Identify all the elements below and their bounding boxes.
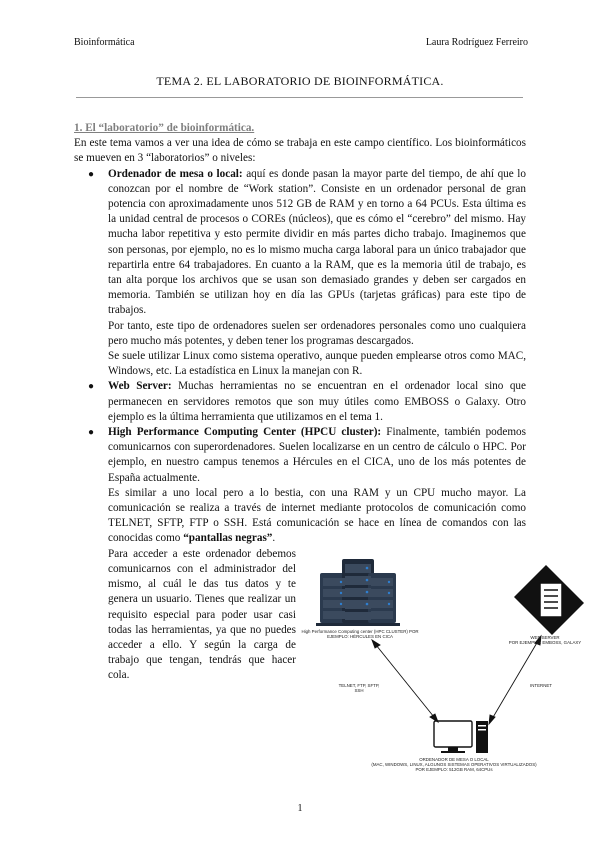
bullet-icon: ● [88, 427, 95, 439]
list-item-webserver [88, 379, 526, 425]
web-caption-2: POR EJEMPLO: EMBOSS, GALAXY [508, 640, 582, 645]
webserver-text-1: Muchas herramientas no se encuentran en el ordenador local sino que permanecen en servidores remotos que son muy útiles como EMBOSS o Galaxy. Otro ejemplo es la última herramienta que utilizamos en el tema 1. [108, 380, 526, 423]
bullet-icon: ● [88, 168, 95, 180]
local-caption-3: POR EJEMPLO: 512GB RAM, 64CPUs [415, 767, 493, 772]
lab-diagram [294, 553, 590, 779]
hpc-caption: High Performance Computing center (HPC CLUSTER) POR EJEMPLO: HÉRCULES EN CICA [301, 629, 419, 639]
hpc-term: High Performance Computing Center (HPCU cluster): [108, 426, 382, 439]
local-caption-1: ORDENADOR DE MESA O LOCAL [419, 757, 489, 762]
local-p1 [108, 167, 526, 319]
hpc-p2 [108, 486, 526, 547]
hpc-text-2-end: . [272, 532, 276, 545]
hpc-p1 [108, 425, 526, 486]
header-left: Bioinformática [74, 37, 135, 48]
hpc-servers-icon [316, 559, 400, 626]
hpc-text-2-bold: “pantallas negras” [183, 532, 273, 545]
section-heading: 1. El “laboratorio” de bioinformática. [74, 122, 255, 134]
local-text-1: aquí es donde pasan la mayor parte del tiempo, de ahí que lo conozcan por el nombre de “Work station”. Consiste en un ordenador personal de gran potencia con aproximadamente unos 512 GB de RAM y en torno a 64 PCUs. Esta última es la unidad central de procesos o COREs (núcleos), que es cómo el “cerebro” del mismo. Hay mucha labor repetitiva y esto permite dividir en más partes dicho trabajo. Imaginemos que son personas, por ejemplo, no es lo mismo mucha carga laboral para un único trabajador que repartirla entre 64 trabajadores. En cuanto a la RAM, que es la memoria útil de trabajo, es tan alta porque los archivos que se usan son demasiado grandes y deben ser cargados en memoria. También se utilizan hoy en día las GPUs (tarjetas gráficas) para este tipo de trabajos. [108, 167, 526, 317]
title-divider [76, 97, 523, 98]
hpc-p3: Para acceder a este ordenador debemos comunicarnos con el administrador del mismo, al cuál le das tus datos y te genera un usuario. Tienes que realizar un requisito especial para poder usar casi todas las herramientas, ya que no puedes acceder a ello. Y según la carga de trabajo que tengan, tendrás que hacer cola. [108, 547, 296, 682]
connection-arrows [372, 636, 541, 724]
hpc-text-1: Finalmente, también podemos comunicarnos con superordenadores. Suelen localizarse en un centro de cálculo o HPC. Por ejemplo, en nuestro campus tenemos a Hércules en el CICA, uno de los más potentes de España actualmente. [108, 426, 526, 484]
webserver-p1 [108, 379, 526, 425]
intro-paragraph: En este tema vamos a ver una idea de cómo se trabaja en este campo científico. Los bioinformáticos se mueven en 3 “laboratorios” o niveles: [74, 137, 526, 165]
local-p2: Por tanto, este tipo de ordenadores suelen ser ordenadores personales como uno cualquiera pero mucho más potentes, y deben tener los programas descargados. [108, 319, 526, 347]
local-term: Ordenador de mesa o local: [108, 167, 243, 180]
page-number: 1 [297, 803, 303, 814]
right-arrow-caption: INTERNET [530, 683, 552, 688]
diagram-graphics [294, 553, 590, 779]
web-server-icon [514, 565, 584, 635]
local-caption-2: (MAC, WINDOWS, LINUX, ALGUNOS SISTEMAS OPERATIVOS VIRTUALIZADOS) [371, 762, 537, 767]
header-right: Laura Rodríguez Ferreiro [425, 37, 528, 48]
web-caption-1: WEB SERVER [530, 635, 560, 640]
local-p3: Se suele utilizar Linux como sistema operativo, aunque pueden emplearse otros como MAC, Windows, etc. La estadística en Linux la manejan con R. [108, 350, 526, 378]
hpc-text-2: Es similar a uno local pero a lo bestia, con una RAM y un CPU mucho mayor. La comunicación se realiza a través de internet mediante protocolos de comunicación como TELNET, SFTP, FTP o SSH. Está comunicación se hace en línea de comandos con las conocidas como [108, 486, 526, 545]
left-arrow-caption: TELNET, FTP, SFTP, SSH [338, 683, 380, 693]
list-item-local [88, 167, 526, 380]
bullet-icon: ● [88, 381, 95, 393]
webserver-term: Web Server: [108, 380, 172, 393]
document-title: TEMA 2. EL LABORATORIO DE BIOINFORMÁTICA. [156, 74, 444, 88]
desktop-computer-icon [434, 721, 488, 753]
